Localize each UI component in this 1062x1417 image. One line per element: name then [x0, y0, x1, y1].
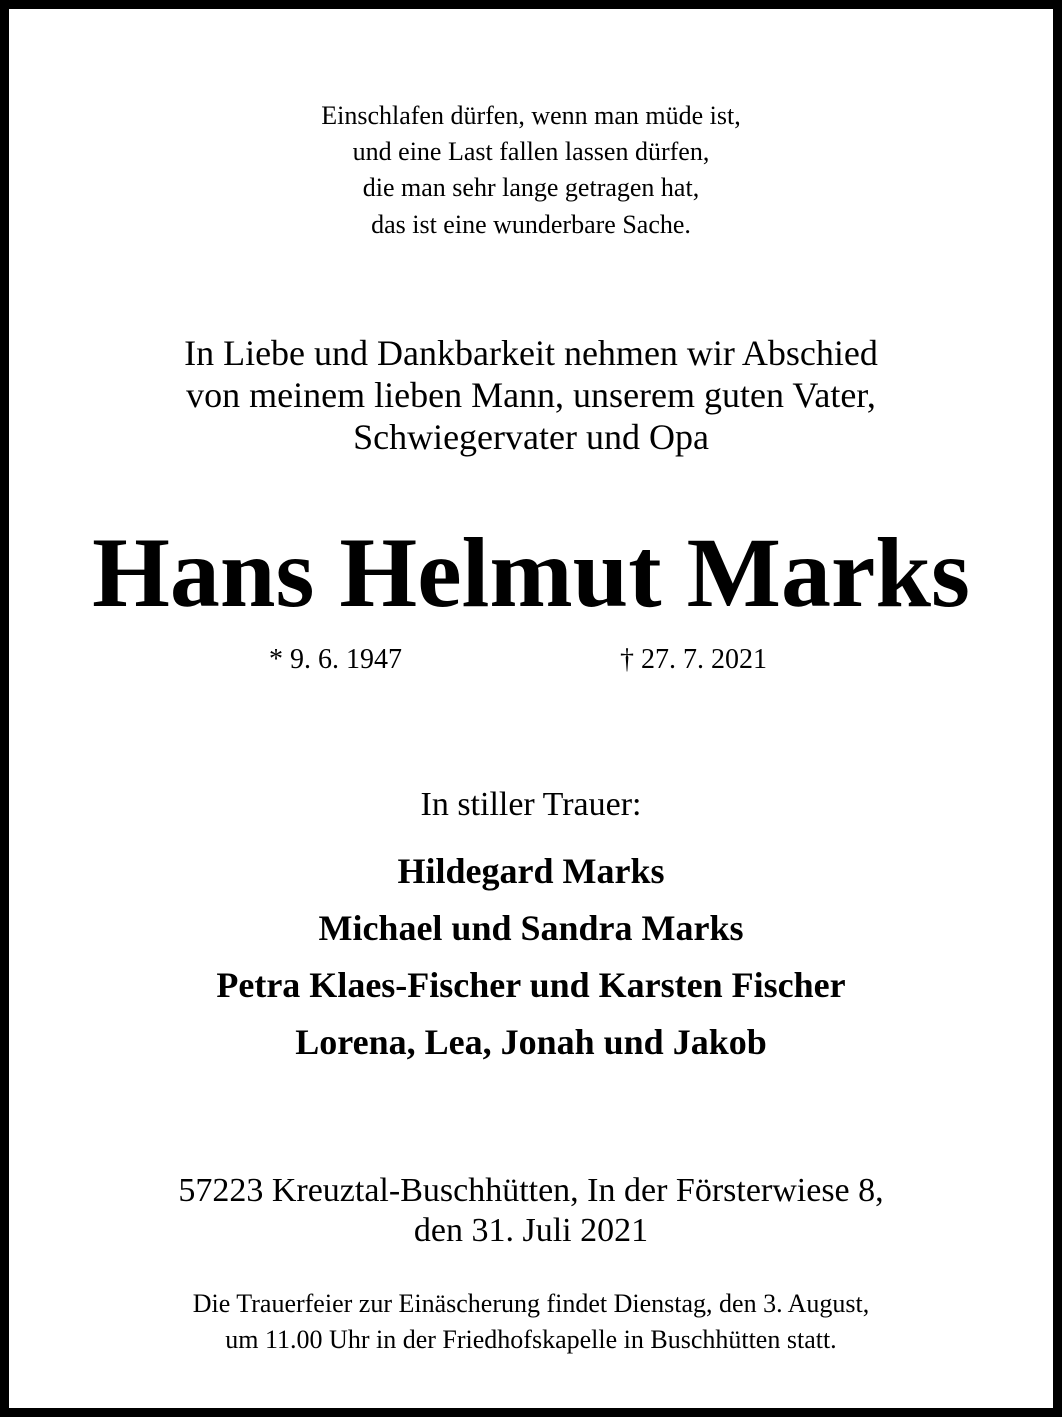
address-line: den 31. Juli 2021 — [413, 1212, 649, 1249]
service-line: Die Trauerfeier zur Einäscherung findet Dienstag, den 3. August, — [192, 1289, 870, 1318]
poem-line: und eine Last fallen lassen dürfen, — [352, 137, 710, 166]
poem-line: das ist eine wunderbare Sache. — [371, 210, 691, 239]
intro-line: In Liebe und Dankbarkeit nehmen wir Abschied — [184, 333, 878, 373]
address-line: 57223 Kreuztal-Buschhütten, In der Försterwiese 8, — [178, 1172, 884, 1209]
intro-line: Schwiegervater und Opa — [353, 417, 709, 457]
mourner-name: Lorena, Lea, Jonah und Jakob — [295, 1022, 767, 1062]
mourners-heading: In stiller Trauer: — [420, 786, 642, 823]
intro-line: von meinem lieben Mann, unserem guten Vater, — [186, 375, 876, 415]
mourner-name: Hildegard Marks — [397, 851, 665, 891]
birth-date: * 9. 6. 1947 — [269, 644, 402, 675]
mourner-name: Petra Klaes-Fischer und Karsten Fischer — [216, 965, 846, 1005]
service-line: um 11.00 Uhr in der Friedhofskapelle in Buschhütten statt. — [225, 1325, 837, 1354]
death-date: † 27. 7. 2021 — [620, 644, 767, 675]
deceased-name: Hans Helmut Marks — [92, 517, 970, 628]
poem-line: die man sehr lange getragen hat, — [362, 173, 700, 202]
mourner-name: Michael und Sandra Marks — [318, 908, 744, 948]
poem-line: Einschlafen dürfen, wenn man müde ist, — [321, 101, 741, 130]
